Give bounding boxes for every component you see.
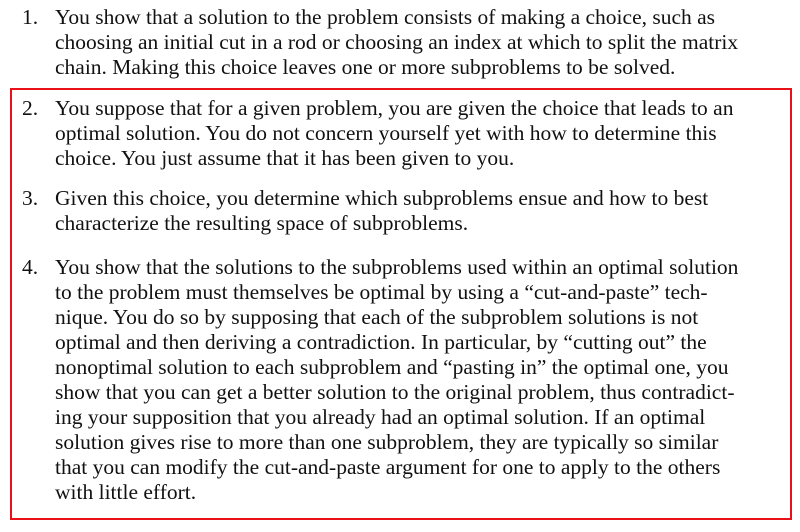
list-item-text-line: Given this choice, you determine which subproblems ensue and how to best bbox=[55, 186, 709, 210]
list-item-text-line: You show that a solution to the problem consists of making a choice, such as bbox=[55, 5, 716, 29]
list-item-text-line: ing your supposition that you already had an optimal solution. If an optimal bbox=[55, 405, 706, 429]
list-item-text-line: that you can modify the cut-and-paste argument for one to apply to the others bbox=[55, 455, 721, 479]
list-item-text-line: optimal and then deriving a contradiction. In particular, by “cutting out” the bbox=[55, 330, 707, 354]
list-item-text-line: solution gives rise to more than one subproblem, they are typically so similar bbox=[55, 430, 719, 454]
list-item-text-line: choice. You just assume that it has been given to you. bbox=[55, 146, 515, 170]
list-item-text-line: You show that the solutions to the subproblems used within an optimal solution bbox=[55, 255, 739, 279]
list-item-text-line: characterize the resulting space of subproblems. bbox=[55, 211, 469, 235]
list-item-text-line: nique. You do so by supposing that each of the subproblem solutions is not bbox=[55, 305, 699, 329]
list-item-text-line: nonoptimal solution to each subproblem and “pasting in” the optimal one, you bbox=[55, 355, 729, 379]
list-item-number: 1. bbox=[22, 5, 39, 29]
list-item-number: 3. bbox=[22, 186, 39, 210]
list-item-text-line: choosing an initial cut in a rod or choosing an index at which to split the matrix bbox=[55, 30, 739, 54]
list-item-text-line: chain. Making this choice leaves one or more subproblems to be solved. bbox=[55, 55, 676, 79]
list-item-number: 2. bbox=[22, 96, 39, 120]
list-item-text-line: with little effort. bbox=[55, 480, 197, 504]
list-item-text-line: show that you can get a better solution to the original problem, thus contradict- bbox=[55, 380, 735, 404]
list-item-number: 4. bbox=[22, 255, 39, 279]
list-item-text-line: to the problem must themselves be optimal by using a “cut-and-paste” tech- bbox=[55, 280, 708, 304]
list-item-text-line: You suppose that for a given problem, you are given the choice that leads to an bbox=[55, 96, 734, 120]
list-item-text-line: optimal solution. You do not concern yourself yet with how to determine this bbox=[55, 121, 717, 145]
